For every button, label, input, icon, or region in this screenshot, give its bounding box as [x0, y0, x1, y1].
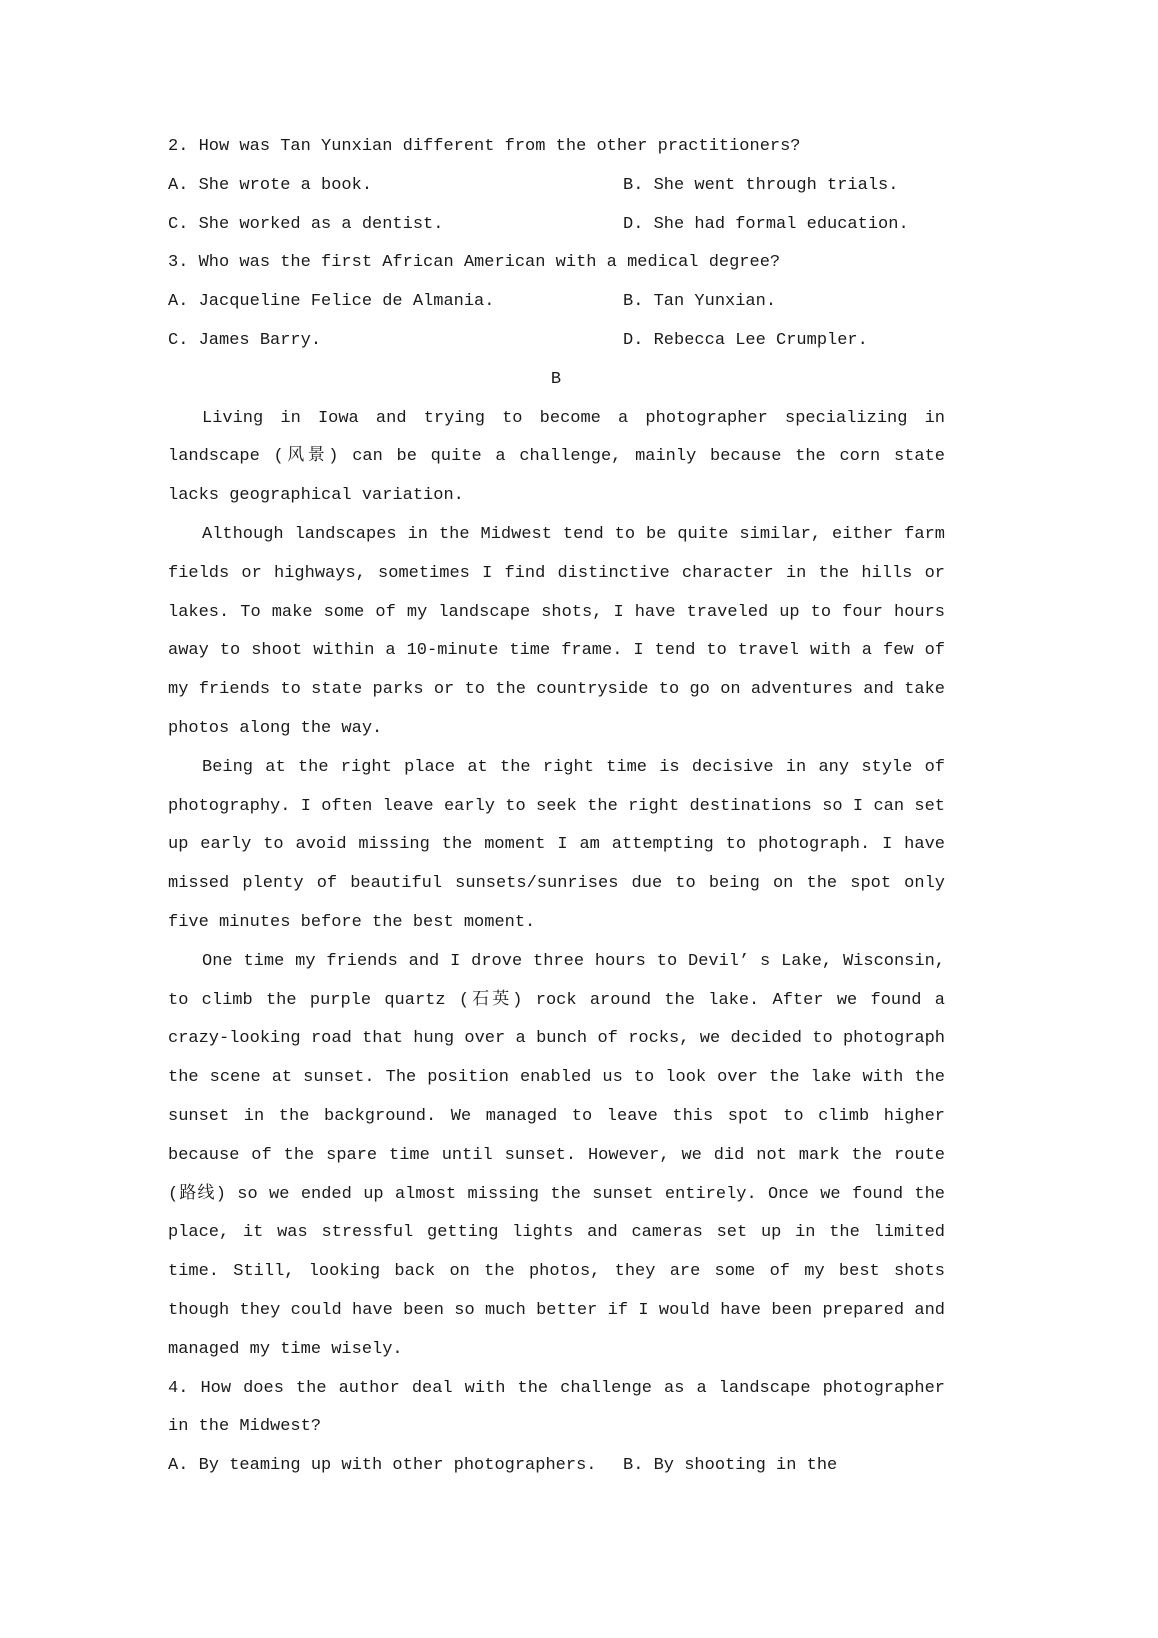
- question-3: [168, 244, 945, 360]
- question-2: [168, 128, 945, 244]
- passage-paragraph-2: Although landscapes in the Midwest tend to be quite similar, either farm fields or highways, sometimes I find distinctive character in the hills or lakes. To make some of my landscape shots, I have traveled up to four hours away to shoot within a 10-minute time frame. I tend to travel with a few of my friends to state parks or to the countryside to go on adventures and take photos along the way.: [168, 524, 945, 738]
- question-3-option-c: C. James Barry.: [168, 330, 322, 350]
- question-2-option-d: D. She had formal education.: [623, 214, 909, 234]
- question-2-option-a: A. She wrote a book.: [168, 175, 373, 195]
- question-3-options-row-ab: [168, 283, 945, 322]
- passage-paragraph-3: Being at the right place at the right time is decisive in any style of photography. I often leave early to seek the right destinations so I can set up early to avoid missing the moment I am attempting to photograph. I have missed plenty of beautiful sunsets/sunrises due to being on the spot only five minutes before the best moment.: [168, 757, 945, 932]
- question-2-option-b: B. She went through trials.: [623, 175, 899, 195]
- question-4-option-a: A. By teaming up with other photographers.: [168, 1456, 597, 1476]
- question-3-option-b: B. Tan Yunxian.: [623, 292, 777, 312]
- question-4-stem: 4. How does the author deal with the challenge as a landscape photographer in the Midwest?: [168, 1378, 945, 1437]
- question-4: [168, 1370, 945, 1486]
- question-4-options-row-ab: [168, 1447, 945, 1486]
- question-3-option-d: D. Rebecca Lee Crumpler.: [623, 330, 868, 350]
- passage-paragraph-1: Living in Iowa and trying to become a photographer specializing in landscape (风景) can be quite a challenge, mainly because the corn state lacks geographical variation.: [168, 408, 945, 506]
- question-2-stem: 2. How was Tan Yunxian different from the other practitioners?: [168, 137, 801, 156]
- question-3-option-a: A. Jacqueline Felice de Almania.: [168, 292, 495, 312]
- reading-passage: [168, 400, 945, 1370]
- question-2-option-c: C. She worked as a dentist.: [168, 214, 444, 234]
- question-2-options-row-cd: [168, 206, 945, 245]
- question-3-stem: 3. Who was the first African American with a medical degree?: [168, 253, 781, 273]
- question-4-option-b: B. By shooting in the: [623, 1456, 838, 1476]
- question-2-options-row-ab: [168, 167, 945, 206]
- question-3-options-row-cd: [168, 322, 945, 361]
- passage-section-label: B: [550, 369, 563, 389]
- passage-paragraph-4: One time my friends and I drove three hours to Devil’ s Lake, Wisconsin, to climb the purple quartz (石英) rock around the lake. After we found a crazy-looking road that hung over a bunch of rocks, we decided to photograph the scene at sunset. The position enabled us to look over the lake with the sunset in the background. We managed to leave this spot to climb higher because of the spare time until sunset. However, we did not mark the route (路线) so we ended up almost missing the sunset entirely. Once we found the place, it was stressful getting lights and cameras set up in the limited time. Still, looking back on the photos, they are some of my best shots though they could have been so much better if I would have been prepared and managed my time wisely.: [168, 951, 945, 1359]
